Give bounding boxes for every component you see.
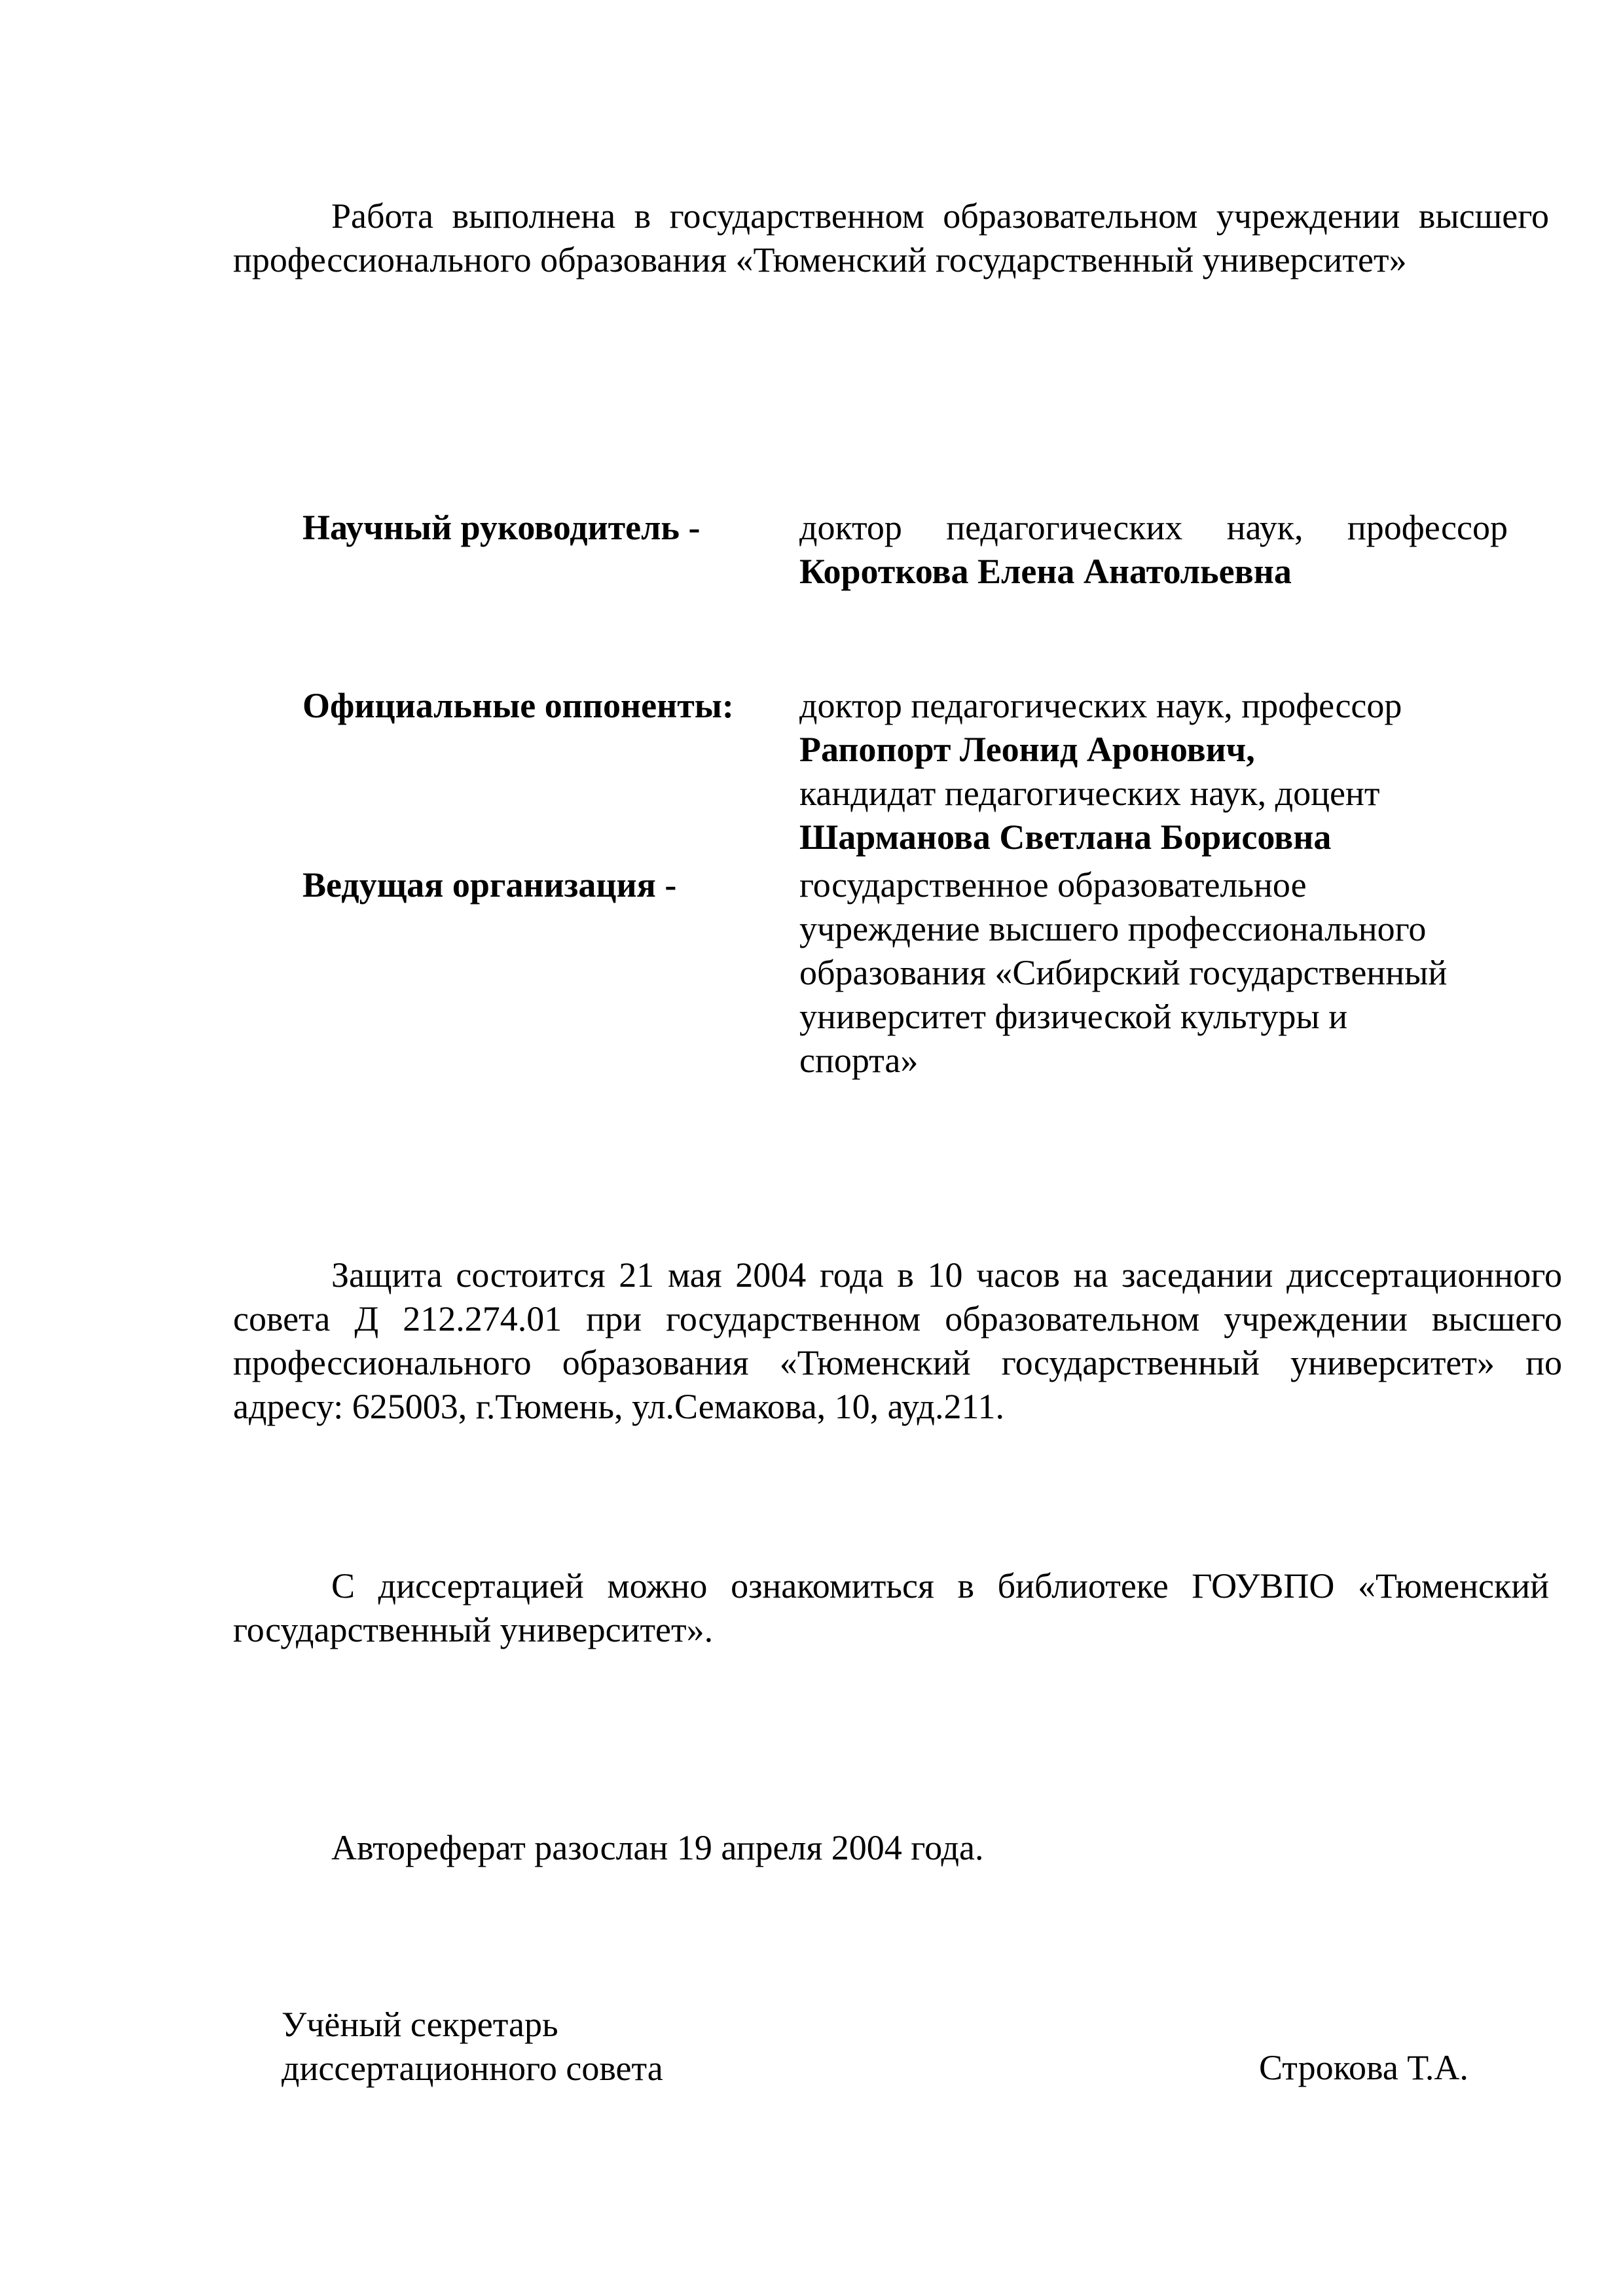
intro-paragraph: Работа выполнена в государственном образовательном учреждении высшего профессионального образования «Тюменский государственный университет» — [233, 196, 1549, 279]
leading-org-line: спорта» — [799, 1041, 919, 1080]
supervisor-name: Короткова Елена Анатольевна — [799, 552, 1292, 591]
library-paragraph: С диссертацией можно ознакомиться в библиотеке ГОУВПО «Тюменский государственный университет». — [233, 1566, 1549, 1649]
sent-date-paragraph: Автореферат разослан 19 апреля 2004 года. — [331, 1828, 984, 1867]
signature-name: Строкова Т.А. — [1259, 2048, 1468, 2087]
signature-title — [282, 2003, 663, 2090]
opponent-title: кандидат педагогических наук, доцент — [799, 774, 1380, 813]
opponents-block — [799, 684, 1402, 859]
supervisor-block — [799, 506, 1508, 594]
leading-org-block — [799, 863, 1447, 1083]
opponent-name: Шарманова Светлана Борисовна — [799, 817, 1332, 857]
supervisor-label: Научный руководитель - — [302, 508, 701, 547]
supervisor-title: доктор педагогических наук, профессор — [799, 508, 1508, 547]
leading-org-line: государственное образовательное — [799, 865, 1307, 905]
signature-title-line: диссертационного совета — [282, 2049, 663, 2088]
leading-org-line: учреждение высшего профессионального — [799, 909, 1427, 948]
leading-org-line: образования «Сибирский государственный — [799, 953, 1448, 992]
defense-paragraph: Защита состоится 21 мая 2004 года в 10 часов на заседании диссертационного совета Д 212.274.01 при государственном образовательном учреждении высшего профессионального образования «Тюменский государственный университет» по адресу: 625003, г.Тюмень, ул.Семакова, 10, ауд.211. — [233, 1255, 1562, 1426]
opponents-label: Официальные оппоненты: — [302, 686, 734, 725]
leading-org-line: университет физической культуры и — [799, 997, 1348, 1036]
signature-title-line: Учёный секретарь — [282, 2005, 558, 2044]
opponent-name: Рапопорт Леонид Аронович, — [799, 730, 1255, 769]
opponent-title: доктор педагогических наук, профессор — [799, 686, 1402, 725]
leading-org-label: Ведущая организация - — [302, 865, 677, 905]
